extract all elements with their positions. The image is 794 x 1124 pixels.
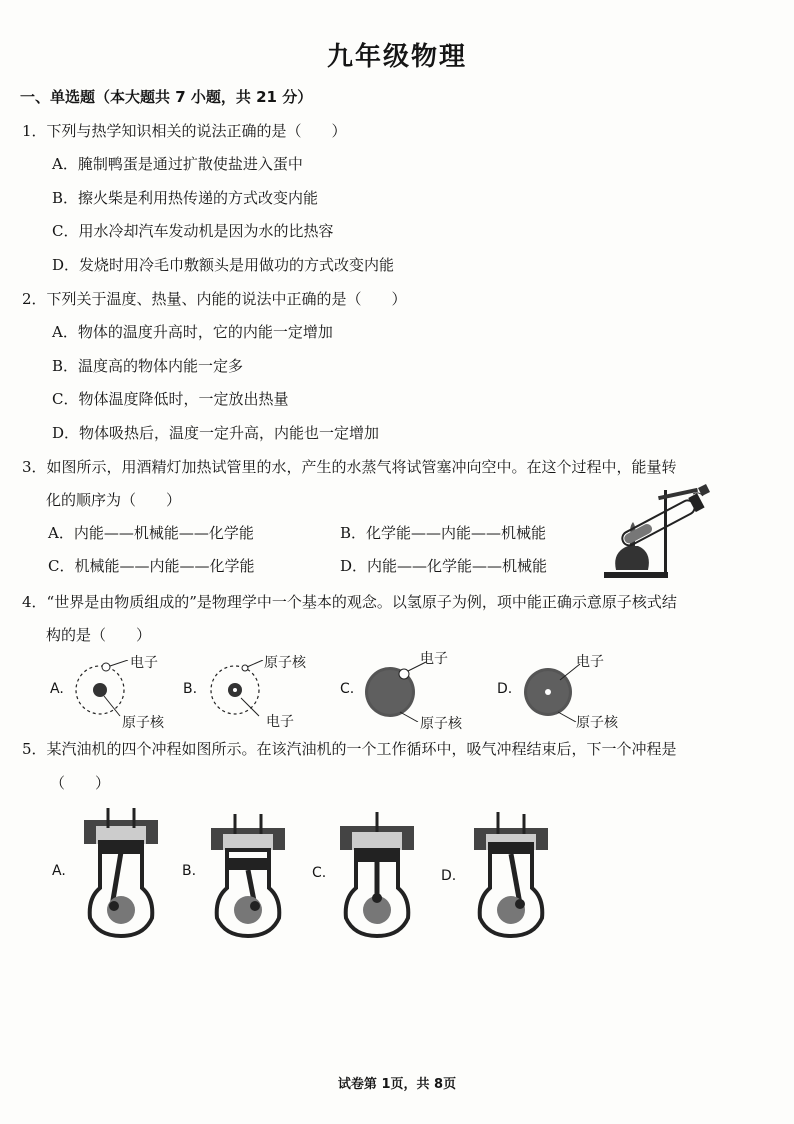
q3-option-b[interactable]: B．化学能——内能——机械能 <box>340 524 547 542</box>
page-footer: 试卷第 1页，共 8页 <box>337 1077 457 1092</box>
q2-option-c[interactable]: C．物体温度降低时，一定放出热量 <box>52 390 289 408</box>
q4-option-b-label[interactable]: B. <box>183 681 198 697</box>
q1-option-a[interactable]: A．腌制鸭蛋是通过扩散使盐进入蛋中 <box>52 155 303 173</box>
q5-paren: （ ） <box>50 774 111 792</box>
q3-option-d[interactable]: D．内能——化学能——机械能 <box>340 557 548 575</box>
q3-option-c[interactable]: C．机械能——内能——化学能 <box>48 557 255 575</box>
q4-option-a-label[interactable]: A. <box>50 681 64 697</box>
q1-option-c[interactable]: C．用水冷却汽车发动机是因为水的比热容 <box>52 222 334 240</box>
q2-option-a[interactable]: A．物体的温度升高时，它的内能一定增加 <box>52 323 333 341</box>
q5-engine-a[interactable] <box>78 808 164 938</box>
q5-engine-d[interactable] <box>468 808 554 938</box>
q4-atom-a[interactable] <box>70 660 130 720</box>
q1-option-d[interactable]: D．发烧时用冷毛巾敷额头是用做功的方式改变内能 <box>52 256 395 274</box>
q2-stem: 2．下列关于温度、热量、内能的说法中正确的是（ ） <box>22 290 407 308</box>
section-heading: 一、单选题（本大题共 7 小题，共 21 分） <box>20 88 313 106</box>
q5-engine-c[interactable] <box>334 808 420 938</box>
q1-option-b[interactable]: B．擦火柴是利用热传递的方式改变内能 <box>52 189 319 207</box>
q4-option-d-label[interactable]: D. <box>497 681 513 697</box>
q4-d-electron-label: 电子 <box>576 654 604 670</box>
q4-c-electron-label: 电子 <box>420 651 448 667</box>
q4-b-electron-label: 电子 <box>266 714 294 730</box>
q4-option-c-label[interactable]: C. <box>340 681 355 697</box>
q3-stem-line1: 3．如图所示，用酒精灯加热试管里的水，产生的水蒸气将试管塞冲向空中。在这个过程中，能量转 <box>22 458 677 476</box>
q4-atom-b[interactable] <box>205 660 265 720</box>
q5-option-b-label[interactable]: B. <box>182 863 197 879</box>
alcohol-lamp-test-tube-figure <box>598 482 718 580</box>
q5-stem: 5．某汽油机的四个冲程如图所示。在该汽油机的一个工作循环中，吸气冲程结束后，下一个冲程是 <box>22 740 677 758</box>
q5-option-d-label[interactable]: D. <box>441 868 457 884</box>
q3-stem-line2: 化的顺序为（ ） <box>46 491 182 509</box>
q4-d-nucleus-label: 原子核 <box>576 715 618 731</box>
q5-option-c-label[interactable]: C. <box>312 865 327 881</box>
q4-b-nucleus-label: 原子核 <box>264 655 306 671</box>
q4-a-electron-label: 电子 <box>130 655 158 671</box>
q4-c-nucleus-label: 原子核 <box>420 716 462 732</box>
page-title: 九年级物理 <box>326 42 467 72</box>
q2-option-b[interactable]: B．温度高的物体内能一定多 <box>52 357 244 375</box>
q5-engine-b[interactable] <box>205 808 291 938</box>
q1-stem: 1．下列与热学知识相关的说法正确的是（ ） <box>22 122 347 140</box>
q3-option-a[interactable]: A．内能——机械能——化学能 <box>48 524 254 542</box>
q4-stem-line2: 构的是（ ） <box>46 626 152 644</box>
q4-a-nucleus-label: 原子核 <box>122 715 164 731</box>
q4-stem-line1: 4．“世界是由物质组成的”是物理学中一个基本的观念。以氢原子为例，项中能正确示意原子核式结 <box>22 593 677 611</box>
q2-option-d[interactable]: D．物体吸热后，温度一定升高，内能也一定增加 <box>52 424 380 442</box>
q5-option-a-label[interactable]: A. <box>52 863 66 879</box>
